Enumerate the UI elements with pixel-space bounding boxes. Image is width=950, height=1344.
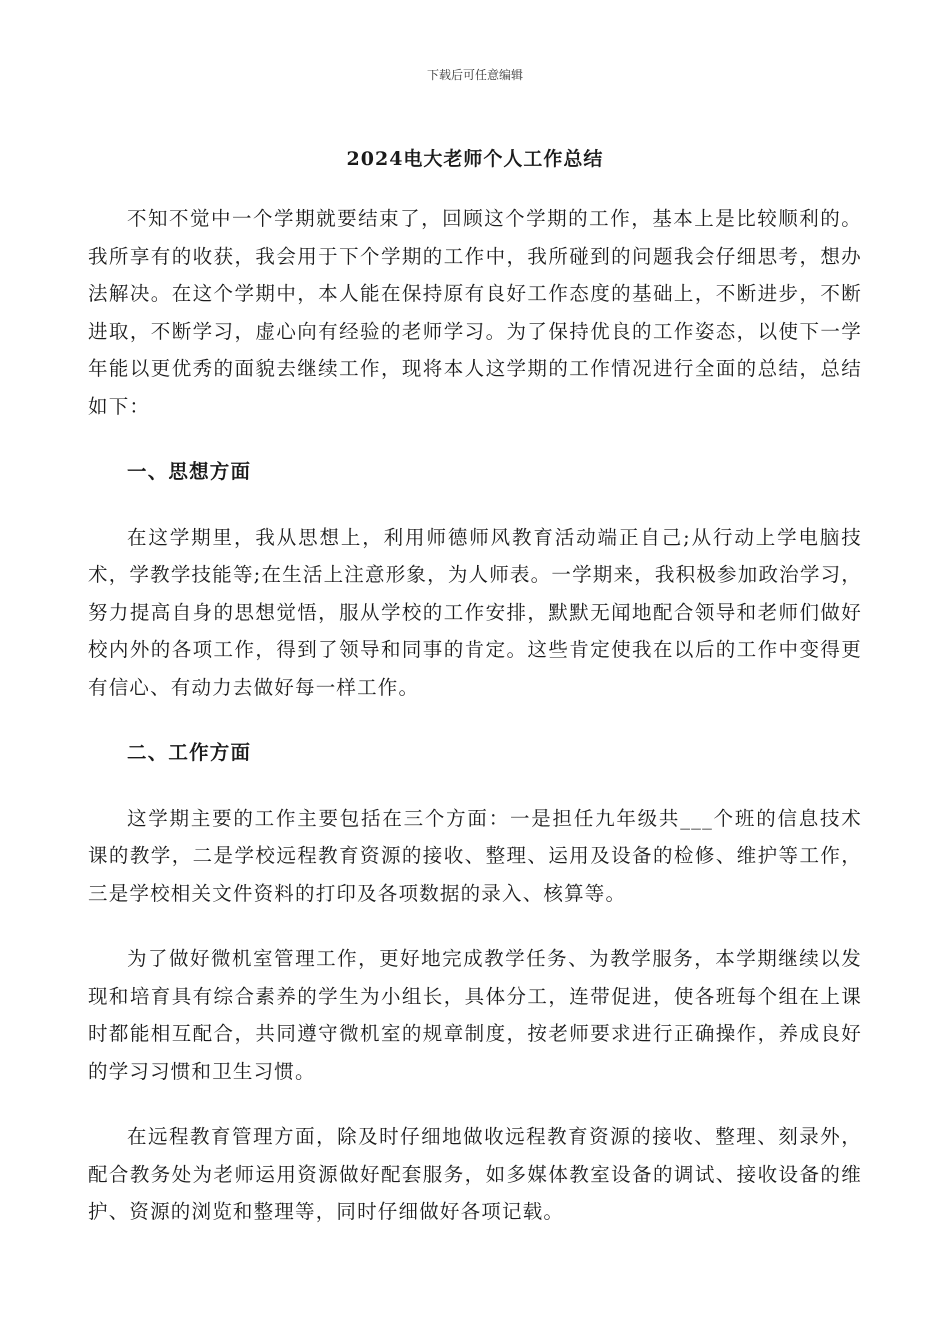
- section-heading-thought: 一、思想方面: [127, 460, 252, 483]
- document-title: 2024电大老师个人工作总结: [346, 148, 604, 170]
- page-header-note: 下载后可任意编辑: [426, 68, 523, 82]
- intro-paragraph: 不知不觉中一个学期就要结束了，回顾这个学期的工作，基本上是比较顺利的。我所享有的收获，我会用于下个学期的工作中，我所碰到的问题我会仔细思考，想办法解决。在这个学期中，本人能在保持原有良好工作态度的基础上，不断进步，不断进取，不断学习，虚心向有经验的老师学习。为了保持优良的工作姿态，以使下一学年能以更优秀的面貌去继续工作，现将本人这学期的工作情况进行全面的总结，总结如下：: [88, 207, 862, 418]
- document-body: [88, 200, 862, 1231]
- section-paragraph: 在这学期里，我从思想上，利用师德师风教育活动端正自己;从行动上学电脑技术，学教学技能等;在生活上注意形象，为人师表。一学期来，我积极参加政治学习，努力提高自身的思想觉悟，服从学校的工作安排，默默无闻地配合领导和老师们做好校内外的各项工作，得到了领导和同事的肯定。这些肯定使我在以后的工作中变得更有信心、有动力去做好每一样工作。: [88, 525, 862, 699]
- section-paragraph: 这学期主要的工作主要包括在三个方面：一是担任九年级共___个班的信息技术课的教学，二是学校远程教育资源的接收、整理、运用及设备的检修、维护等工作，三是学校相关文件资料的打印及各项数据的录入、核算等。: [88, 806, 862, 905]
- section-paragraph: 在远程教育管理方面，除及时仔细地做收远程教育资源的接收、整理、刻录外，配合教务处为老师运用资源做好配套服务，如多媒体教室设备的调试、接收设备的维护、资源的浏览和整理等，同时仔细做好各项记载。: [88, 1125, 862, 1223]
- section-paragraph: 为了做好微机室管理工作，更好地完成教学任务、为教学服务，本学期继续以发现和培育具有综合素养的学生为小组长，具体分工，连带促进，使各班每个组在上课时都能相互配合，共同遵守微机室的规章制度，按老师要求进行正确操作，养成良好的学习习惯和卫生习惯。: [88, 947, 862, 1083]
- section-heading-work: 二、工作方面: [127, 741, 252, 764]
